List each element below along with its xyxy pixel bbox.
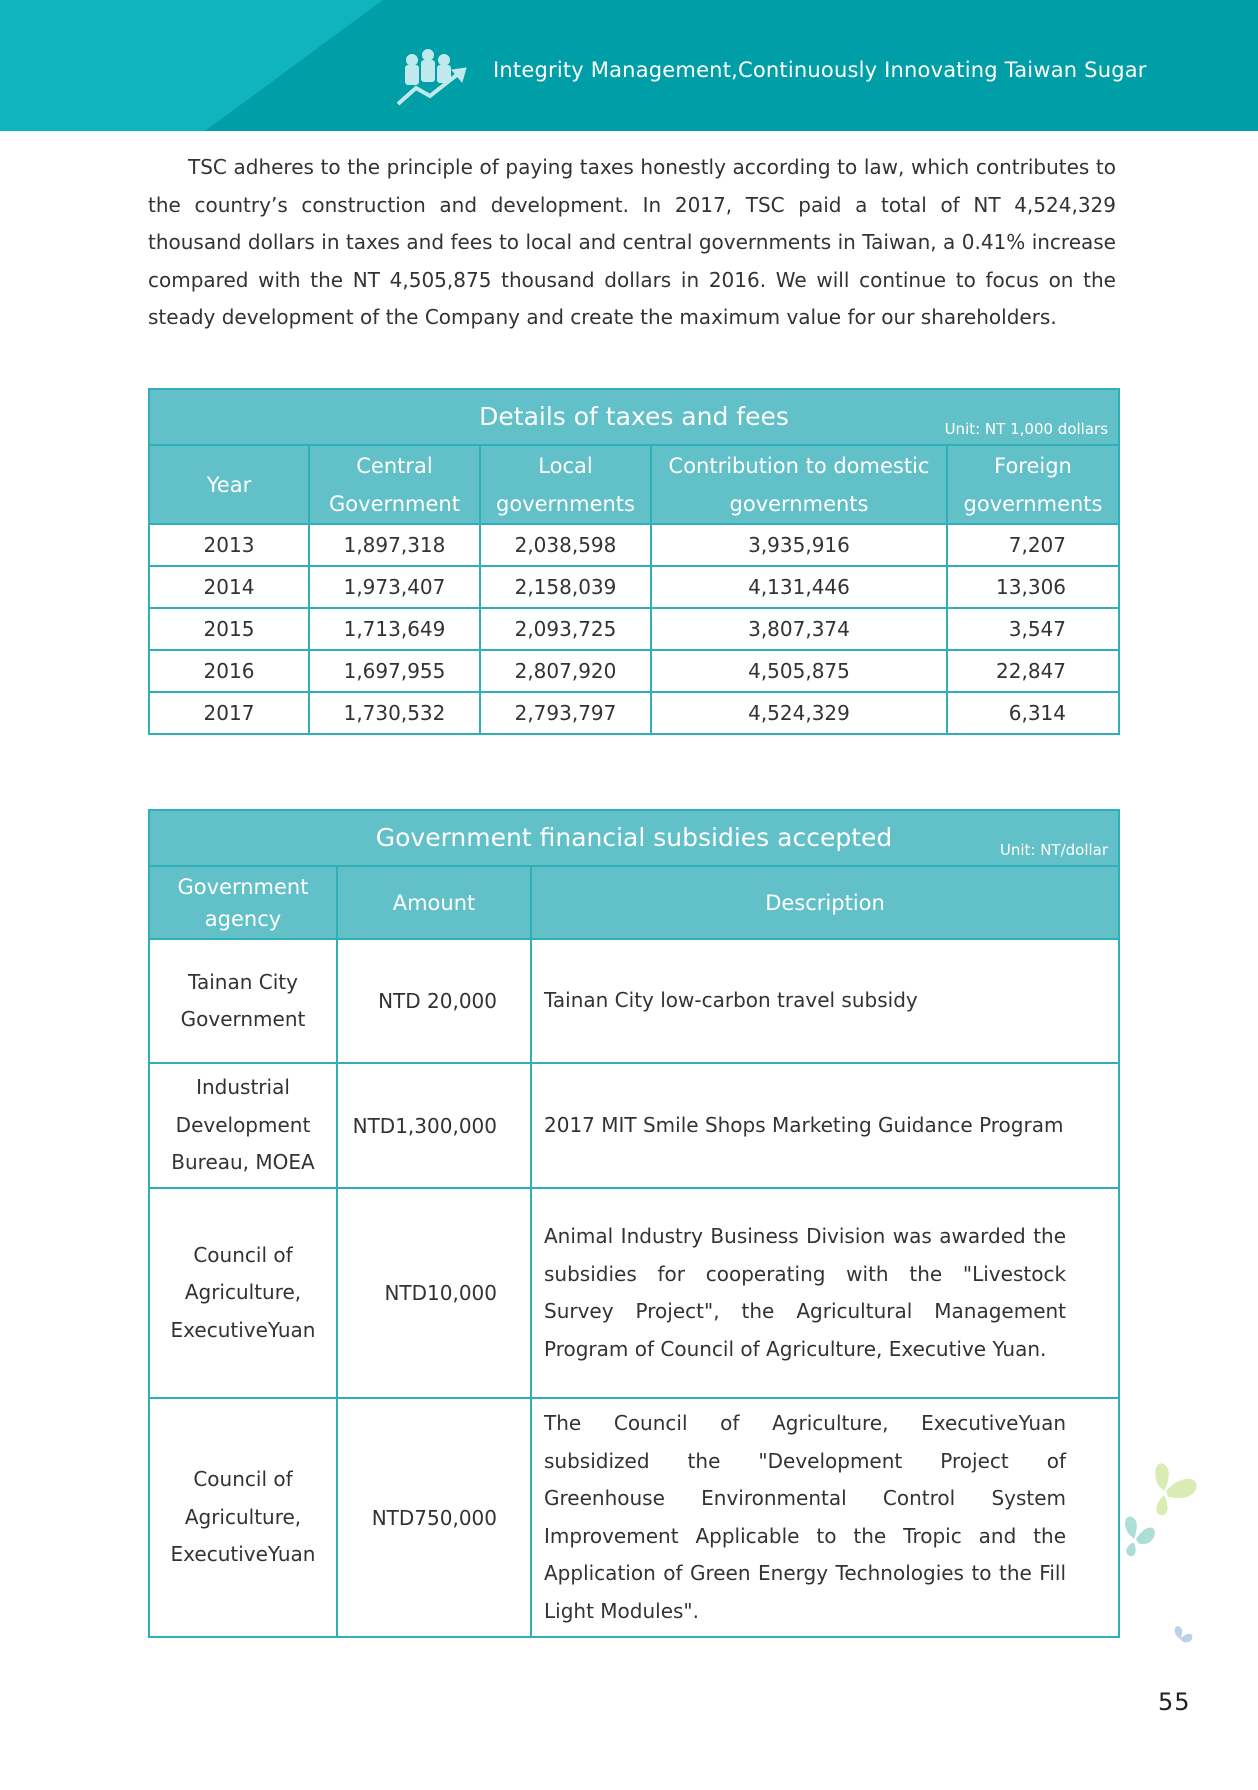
cell-agency (149, 1398, 337, 1637)
cell-amount: NTD750,000 (337, 1398, 531, 1637)
taxes-table-title: Details of taxes and fees (479, 402, 789, 431)
agency-line: Agriculture, (184, 1504, 302, 1529)
cell-year: 2016 (149, 650, 309, 692)
cell-domestic: 3,807,374 (651, 608, 947, 650)
table-row (149, 1398, 1119, 1637)
col-header-central (309, 445, 480, 524)
agency-line: Development (175, 1112, 311, 1137)
page-number: 55 (1158, 1688, 1191, 1716)
cell-year: 2014 (149, 566, 309, 608)
taxes-table-caption (149, 389, 1119, 445)
cell-amount: NTD1,300,000 (337, 1063, 531, 1188)
cell-year: 2017 (149, 692, 309, 734)
agency-line: Industrial (196, 1075, 290, 1100)
cell-domestic: 4,505,875 (651, 650, 947, 692)
col-header-foreign (947, 445, 1119, 524)
agency-line: ExecutiveYuan (170, 1317, 316, 1342)
cell-central: 1,973,407 (309, 566, 480, 608)
agency-line: Bureau, MOEA (171, 1150, 315, 1175)
cell-central: 1,897,318 (309, 524, 480, 566)
cell-amount: NTD 20,000 (337, 939, 531, 1063)
table-row (149, 939, 1119, 1063)
cell-foreign: 22,847 (947, 650, 1119, 692)
page-header (0, 0, 1258, 131)
table-row (149, 1188, 1119, 1398)
intro-text: TSC adheres to the principle of paying taxes honestly according to law, which contributes to the country’s construction and development. In 2017, TSC paid a total of NT 4,524,329 thousand dollars in taxes and fees to local and central governments in Taiwan, a 0.41% increase compared with the NT 4,505,875 thousand dollars in 2016. We will continue to focus on the steady development of the Company and create the maximum value for our shareholders. (148, 155, 1116, 329)
table-row (149, 692, 1119, 734)
table-row (149, 650, 1119, 692)
butterflies-icon (1110, 1455, 1230, 1665)
subsidies-table-caption (149, 810, 1119, 866)
cell-central: 1,730,532 (309, 692, 480, 734)
cell-local: 2,158,039 (480, 566, 651, 608)
col-header-central-line1: Central (356, 453, 433, 478)
col-header-agency-line2: agency (204, 906, 282, 931)
cell-domestic: 4,524,329 (651, 692, 947, 734)
agency-line: Council of (193, 1242, 293, 1267)
taxes-table (148, 388, 1120, 735)
taxes-table-unit: Unit: NT 1,000 dollars (944, 420, 1109, 438)
intro-paragraph (148, 149, 1116, 337)
agency-line: Council of (193, 1467, 293, 1492)
col-header-central-line2: Government (329, 491, 460, 516)
cell-year: 2015 (149, 608, 309, 650)
agency-line: Government (180, 1007, 306, 1031)
col-header-agency-line1: Government (177, 874, 309, 899)
table-row (149, 1063, 1119, 1188)
cell-description: 2017 MIT Smile Shops Marketing Guidance Program (531, 1063, 1119, 1188)
header-title: Integrity Management,Continuously Innovating Taiwan Sugar (493, 58, 1147, 82)
col-header-local (480, 445, 651, 524)
cell-local: 2,093,725 (480, 608, 651, 650)
subsidies-table-unit: Unit: NT/dollar (999, 841, 1109, 859)
agency-line: Agriculture, (184, 1280, 302, 1305)
cell-year: 2013 (149, 524, 309, 566)
cell-description: Animal Industry Business Division was awarded the subsidies for cooperating with the "Livestock Survey Project", the Agricultural Management Program of Council of Agriculture, Executive Yuan. (531, 1188, 1119, 1398)
cell-domestic: 3,935,916 (651, 524, 947, 566)
people-growth-arrow-icon (396, 48, 470, 108)
cell-foreign: 6,314 (947, 692, 1119, 734)
col-header-local-line1: Local (538, 453, 593, 478)
col-header-agency (149, 866, 337, 939)
subsidies-table-title: Government financial subsidies accepted (375, 823, 893, 852)
col-header-description: Description (531, 866, 1119, 939)
col-header-foreign-line2: governments (963, 491, 1103, 516)
col-header-local-line2: governments (496, 491, 635, 516)
table-row (149, 566, 1119, 608)
col-header-domestic-line1: Contribution to domestic (668, 453, 930, 478)
col-header-year: Year (149, 445, 309, 524)
cell-local: 2,038,598 (480, 524, 651, 566)
cell-central: 1,713,649 (309, 608, 480, 650)
col-header-amount: Amount (337, 866, 531, 939)
agency-line: Tainan City (188, 969, 298, 994)
cell-description: The Council of Agriculture, ExecutiveYuan subsidized the "Development Project of Greenhouse Environmental Control System Improvement Applicable to the Tropic and the Application of Green Energy Technologies to the Fill Light Modules". (531, 1398, 1119, 1637)
cell-foreign: 13,306 (947, 566, 1119, 608)
col-header-domestic-line2: governments (729, 491, 869, 516)
cell-domestic: 4,131,446 (651, 566, 947, 608)
cell-amount: NTD10,000 (337, 1188, 531, 1398)
table-row (149, 524, 1119, 566)
agency-line: ExecutiveYuan (170, 1542, 316, 1567)
cell-foreign: 3,547 (947, 608, 1119, 650)
col-header-foreign-line1: Foreign (994, 453, 1072, 478)
cell-local: 2,807,920 (480, 650, 651, 692)
table-row (149, 608, 1119, 650)
cell-central: 1,697,955 (309, 650, 480, 692)
cell-foreign: 7,207 (947, 524, 1119, 566)
cell-agency (149, 1188, 337, 1398)
cell-description: Tainan City low-carbon travel subsidy (531, 939, 1119, 1063)
cell-agency (149, 1063, 337, 1188)
col-header-domestic (651, 445, 947, 524)
subsidies-table (148, 809, 1120, 1638)
cell-local: 2,793,797 (480, 692, 651, 734)
cell-agency (149, 939, 337, 1063)
